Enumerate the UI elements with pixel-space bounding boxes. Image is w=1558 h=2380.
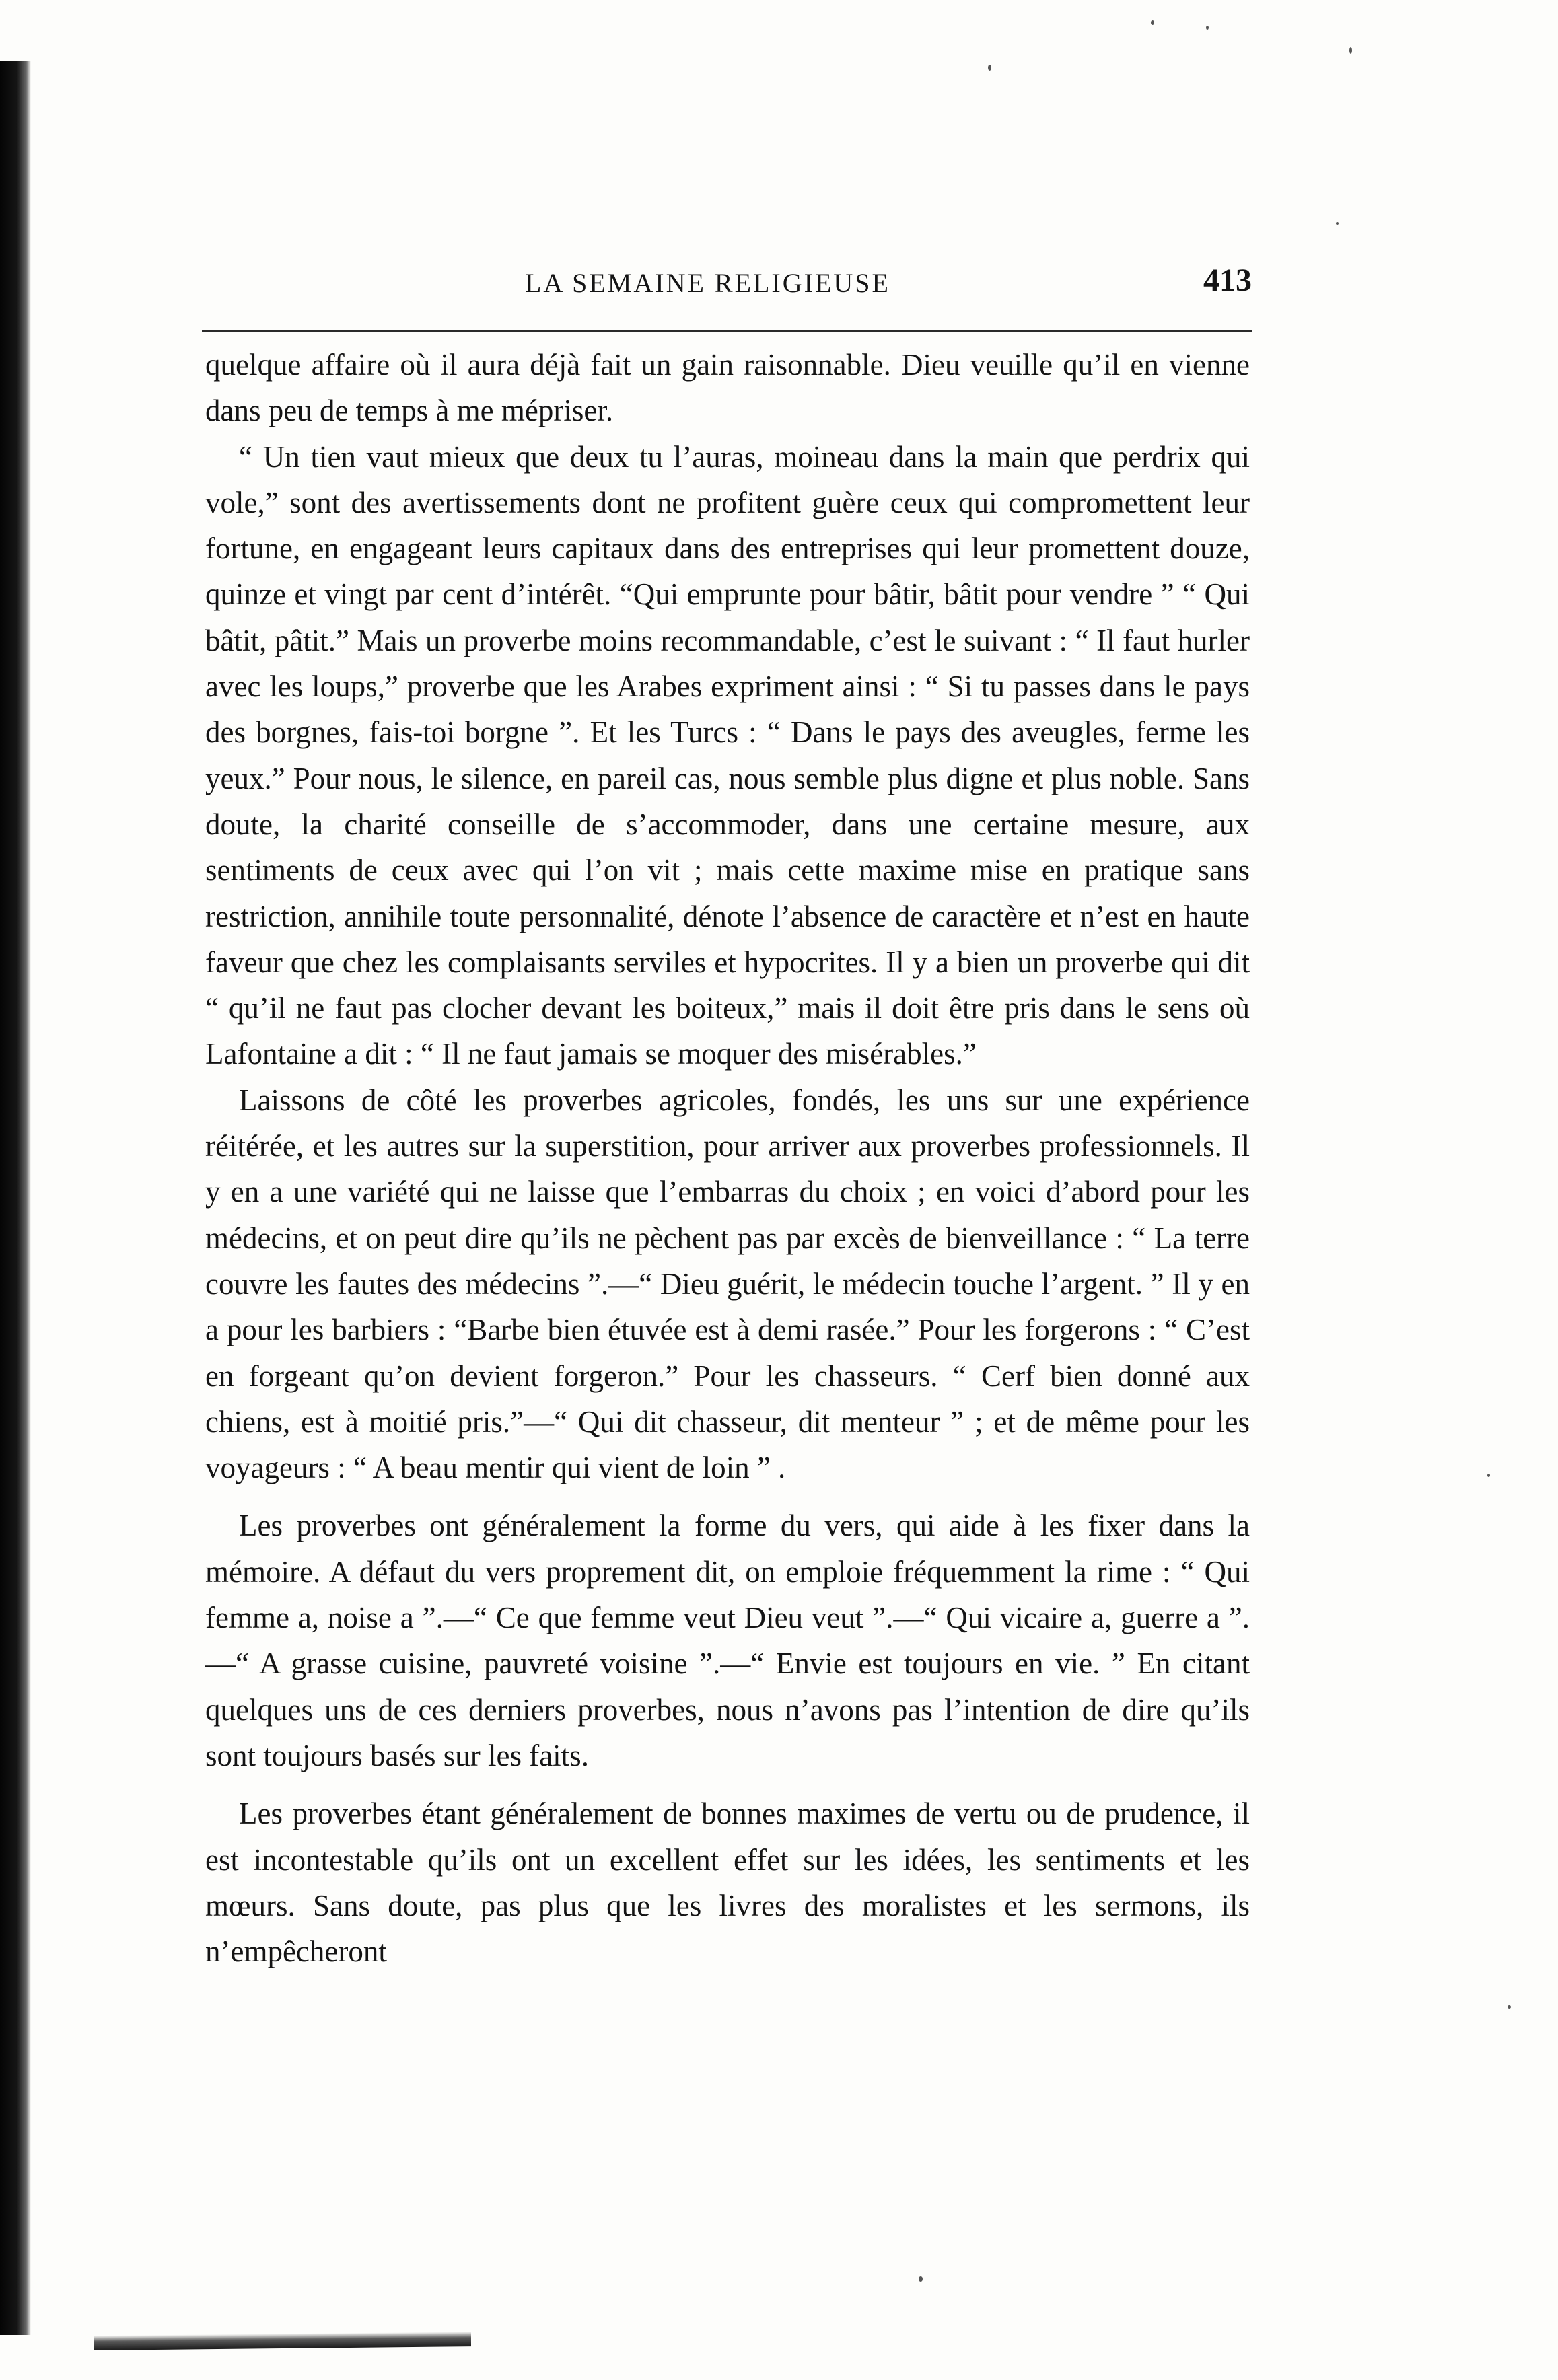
scan-speck bbox=[1487, 1474, 1490, 1477]
page-header bbox=[202, 262, 1252, 313]
scan-speck bbox=[1508, 2005, 1511, 2009]
paragraph-2: “ Un tien vaut mieux que deux tu l’auras, moineau dans la main que perdrix qui vole,” sont des avertissements dont ne profitent guère ceux qui compromettent leur fortune, en engageant leurs capitaux dans des entreprises qui leur promettent douze, quinze et vingt par cent d’intérêt. “Qui emprunte pour bâtir, bâtit pour vendre ” “ Qui bâtit, pâtit.” Mais un proverbe moins recommandable, c’est le suivant : “ Il faut hurler avec les loups,” proverbe que les Arabes expriment ainsi : “ Si tu passes dans le pays des borgnes, fais-toi borgne ”. Et les Turcs : “ Dans le pays des aveugles, ferme les yeux.” Pour nous, le silence, en pareil cas, nous semble plus digne et plus noble. Sans doute, la charité conseille de s’accommoder, dans une certaine mesure, aux sentiments de ceux avec qui l’on vit ; mais cette maxime mise en pratique sans restriction, annihile toute personnalité, dénote l’absence de caractère et n’est en haute faveur que chez les complaisants serviles et hypocrites. Il y a bien un proverbe qui dit “ qu’il ne faut pas clocher devant les boiteux,” mais il doit être pris dans le sens où Lafontaine a dit : “ Il ne faut jamais se moquer des misérables.” bbox=[205, 439, 1250, 1071]
scan-speck bbox=[1349, 47, 1352, 54]
running-head: LA SEMAINE RELIGIEUSE bbox=[525, 268, 890, 298]
scan-speck bbox=[919, 2276, 923, 2282]
paragraph-1: quelque affaire où il aura déjà fait un gain raisonnable. Dieu veuille qu’il en vienne dans peu de temps à me mépriser. bbox=[205, 348, 1250, 428]
scan-speck bbox=[1336, 222, 1339, 225]
paragraph-4: Les proverbes ont généralement la forme du vers, qui aide à les fixer dans la mémoire. A défaut du vers proprement dit, on emploie fréquemment la rime : “ Qui femme a, noise a ”.—“ Ce que femme veut Dieu veut ”.—“ Qui vicaire a, guerre a ”.—“ A grasse cuisine, pauvreté voisine ”.—“ Envie est toujours en vie. ” En citant quelques uns de ces derniers proverbes, nous n’avons pas l’intention de dire qu’ils sont toujours basés sur les faits. bbox=[205, 1509, 1250, 1772]
paragraph-5: Les proverbes étant généralement de bonnes maximes de vertu ou de prudence, il est incontestable qu’ils ont un excellent effet sur les idées, les sentiments et les mœurs. Sans doute, pas plus que les livres des moralistes et les sermons, ils n’empêcheront bbox=[205, 1797, 1250, 1969]
page-edge-shadow bbox=[0, 61, 31, 2335]
paragraph-3: Laissons de côté les proverbes agricoles, fondés, les uns sur une expérience réitérée, et les autres sur la superstition, pour arriver aux proverbes professionnels. Il y en a une variété qui ne laisse que l’embarras du choix ; en voici d’abord pour les médecins, et on peut dire qu’ils ne pèchent pas par excès de bienveillance : “ La terre couvre les fautes des médecins ”.—“ Dieu guérit, le médecin touche l’argent. ” Il y en a pour les barbiers : “Barbe bien étuvée est à demi rasée.” Pour les forgerons : “ C’est en forgeant qu’on devient forgeron.” Pour les chasseurs. “ Cerf bien donné aux chiens, est à moitié pris.”—“ Qui dit chasseur, dit menteur ” ; et de même pour les voyageurs : “ A beau mentir qui vient de loin ” . bbox=[205, 1083, 1250, 1485]
page-bottom-shadow bbox=[94, 2332, 471, 2350]
page-number: 413 bbox=[1203, 262, 1252, 298]
scan-speck bbox=[988, 65, 991, 71]
page-body bbox=[205, 342, 1250, 1974]
header-rule bbox=[202, 330, 1252, 332]
scan-speck bbox=[1151, 20, 1154, 25]
scan-speck bbox=[1206, 26, 1209, 30]
